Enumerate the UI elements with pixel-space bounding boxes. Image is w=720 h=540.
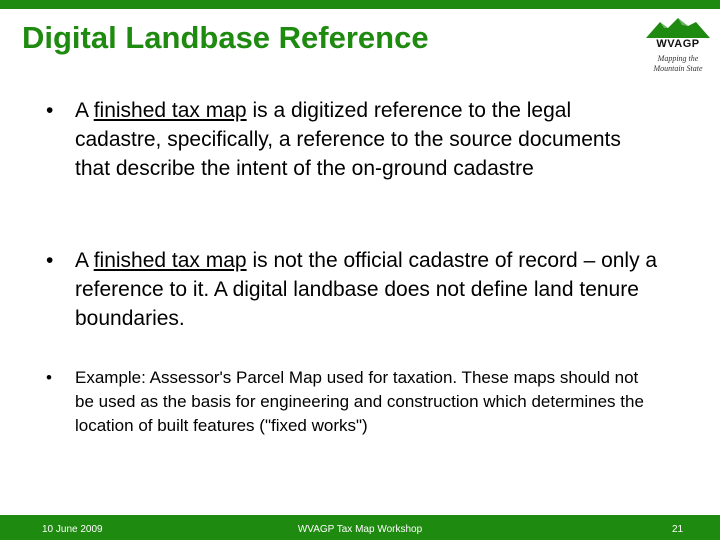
- bullet-text: [75, 96, 660, 183]
- bullet-text: [75, 246, 660, 333]
- logo-tagline-line2: Mountain State: [653, 64, 703, 73]
- underlined-term: finished tax map: [93, 249, 247, 272]
- footer-bar: [0, 515, 720, 540]
- bullet-dot: •: [46, 368, 52, 387]
- page-number: 21: [672, 524, 684, 535]
- underlined-term: finished tax map: [93, 99, 247, 122]
- footer-event: WVAGP Tax Map Workshop: [297, 524, 423, 535]
- bullet-text-pre: A: [75, 249, 94, 272]
- slide-title: Digital Landbase Reference: [22, 20, 429, 55]
- bullet-text-post: is a digitized reference to the legal cadastre, specifically, a reference to the source documents that describe the intent of the on-ground cadastre: [75, 99, 621, 180]
- logo-tagline: [638, 54, 718, 74]
- bullet-text: Example: Assessor's Parcel Map used for taxation. These maps should not be used as the basis for engineering and construction which determines the location of built features ("fixed works"): [75, 368, 644, 435]
- bullet-dot: •: [46, 249, 54, 272]
- bullet-text-pre: A: [75, 99, 94, 122]
- footer-date: 10 June 2009: [42, 524, 103, 535]
- mountain-logo-icon: [638, 16, 718, 40]
- bullet-dot: •: [46, 99, 54, 122]
- bullet-text-post: is not the official cadastre of record – only a reference to it. A digital landbase does not define land tenure boundaries.: [75, 249, 658, 330]
- logo-tagline-line1: Mapping the: [657, 54, 699, 63]
- top-accent-bar: [0, 0, 720, 9]
- logo-wordmark: WVAGP: [656, 38, 700, 50]
- wvagp-logo: [638, 16, 718, 78]
